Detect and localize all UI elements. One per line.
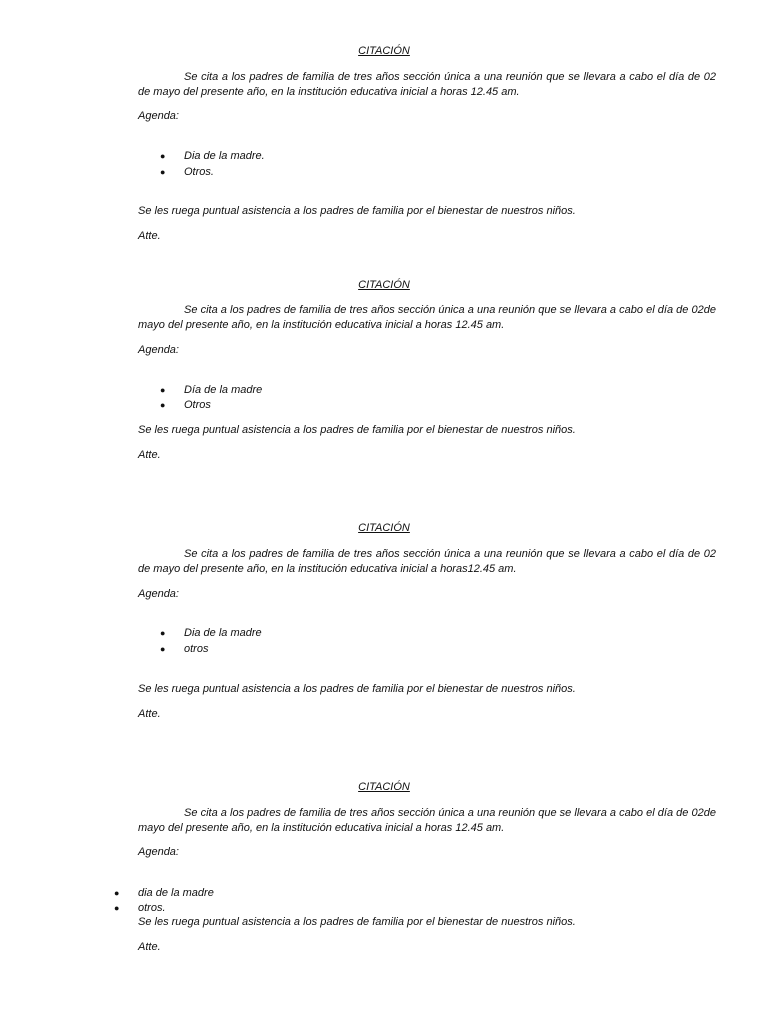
section-1-agenda-item-1: Dia de la madre.	[184, 150, 265, 162]
section-3-agenda-item-1: Dia de la madre	[184, 627, 262, 639]
section-4-closing: Se les ruega puntual asistencia a los padres de familia por el bienestar de nuestros niños.	[138, 916, 576, 928]
section-4-agenda-item-2: otros.	[138, 902, 166, 914]
bullet-icon: ●	[160, 644, 166, 654]
section-3-signoff: Atte.	[138, 708, 161, 720]
bullet-icon: ●	[160, 151, 166, 161]
section-4-agenda-item-1: dia de la madre	[138, 887, 214, 899]
section-4-body: Se cita a los padres de familia de tres años sección única a una reunión que se llevara a cabo el día de 02de mayo del presente año, en la institución educativa inicial a horas 12.45 am.	[138, 807, 716, 834]
bullet-icon: ●	[114, 903, 120, 913]
bullet-icon: ●	[160, 400, 166, 410]
bullet-icon: ●	[160, 167, 166, 177]
section-3-closing: Se les ruega puntual asistencia a los padres de familia por el bienestar de nuestros niños.	[138, 683, 576, 695]
section-2-agenda-label: Agenda:	[138, 344, 179, 356]
section-3-agenda-label: Agenda:	[138, 588, 179, 600]
section-3-body: Se cita a los padres de familia de tres años sección única a una reunión que se llevara a cabo el día de 02 de mayo del presente año, en la institución educativa inicial a horas12.45 am.	[138, 548, 716, 575]
section-4-title: CITACIÓN	[358, 781, 410, 793]
section-1-signoff: Atte.	[138, 230, 161, 242]
section-1-agenda-item-2: Otros.	[184, 166, 214, 178]
section-1-body: Se cita a los padres de familia de tres años sección única a una reunión que se llevara a cabo el día de 02 de mayo del presente año, en la institución educativa inicial a horas 12.45 am.	[138, 71, 716, 98]
section-2-body: Se cita a los padres de familia de tres años sección única a una reunión que se llevara a cabo el día de 02de mayo del presente año, en la institución educativa inicial a horas 12.45 am.	[138, 304, 716, 331]
section-3-title: CITACIÓN	[358, 522, 410, 534]
section-1-closing: Se les ruega puntual asistencia a los padres de familia por el bienestar de nuestros niños.	[138, 205, 576, 217]
section-4-signoff: Atte.	[138, 941, 161, 953]
section-1-agenda-label: Agenda:	[138, 110, 179, 122]
bullet-icon: ●	[160, 385, 166, 395]
section-2-signoff: Atte.	[138, 449, 161, 461]
section-2-agenda-item-1: Día de la madre	[184, 384, 263, 396]
bullet-icon: ●	[114, 888, 120, 898]
bullet-icon: ●	[160, 628, 166, 638]
section-2-agenda-item-2: Otros	[184, 399, 211, 411]
section-1-title: CITACIÓN	[358, 45, 410, 57]
section-4-agenda-label: Agenda:	[138, 846, 179, 858]
section-2-closing: Se les ruega puntual asistencia a los padres de familia por el bienestar de nuestros niños.	[138, 424, 576, 436]
section-3-agenda-item-2: otros	[184, 643, 209, 655]
section-2-title: CITACIÓN	[358, 279, 410, 291]
